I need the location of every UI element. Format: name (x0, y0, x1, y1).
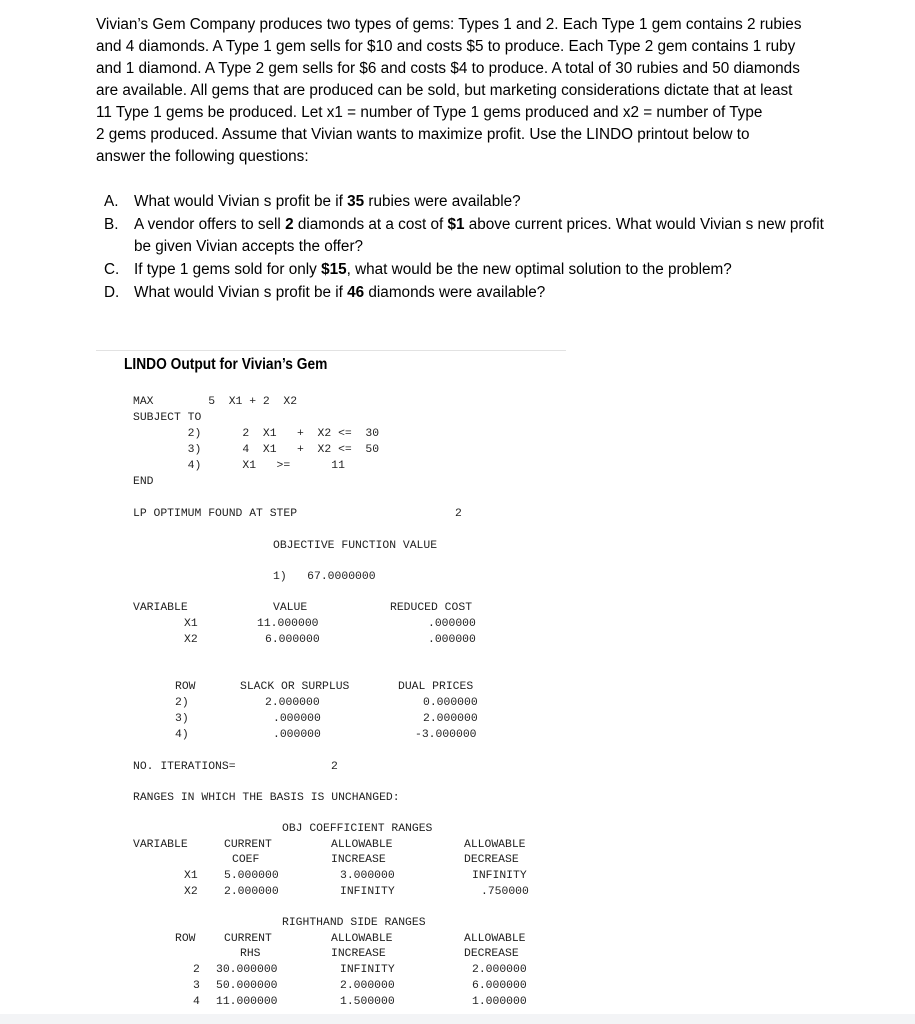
question-letter: B. (104, 216, 119, 233)
problem-statement (96, 14, 876, 168)
obj-current-header-2: COEF (232, 854, 260, 866)
row-number: 4) (175, 729, 189, 741)
value-header: VALUE (273, 602, 308, 614)
slack-value: 2.000000 (265, 697, 320, 709)
rhs-decrease: 6.000000 (472, 980, 527, 992)
obj-current: 5.000000 (224, 870, 279, 882)
question-letter: C. (104, 261, 120, 278)
slack-header: SLACK OR SURPLUS (240, 681, 350, 693)
rhs-increase-header: ALLOWABLE (331, 933, 393, 945)
subject-to-label: SUBJECT TO (133, 412, 202, 424)
rhs-row: 2 (193, 964, 200, 976)
obj-current: 2.000000 (224, 886, 279, 898)
obj-decrease-header-2: DECREASE (464, 854, 519, 866)
rhs-increase-header-2: INCREASE (331, 948, 386, 960)
row-header: ROW (175, 681, 196, 693)
rhs-decrease-header-2: DECREASE (464, 948, 519, 960)
slack-value: .000000 (273, 713, 321, 725)
objective-value: 1) 67.0000000 (273, 571, 376, 583)
obj-increase: INFINITY (340, 886, 395, 898)
variable-name: X1 (184, 618, 198, 630)
variable-name: X2 (184, 634, 198, 646)
question-b: B. A vendor offers to sell 2 diamonds at a cost of $1 above current prices. What would Vivian s new profit be given Vivian accepts the offer? (104, 216, 824, 255)
dual-header: DUAL PRICES (398, 681, 474, 693)
question-c: C. If type 1 gems sold for only $15, what would be the new optimal solution to the problem? (104, 259, 824, 281)
obj-variable-header: VARIABLE (133, 839, 188, 851)
rhs-row: 4 (193, 996, 200, 1008)
reduced-cost-header: REDUCED COST (390, 602, 473, 614)
obj-variable: X1 (184, 870, 198, 882)
variable-header: VARIABLE (133, 602, 188, 614)
reduced-cost: .000000 (428, 634, 476, 646)
slack-value: .000000 (273, 729, 321, 741)
lindo-title: LINDO Output for Vivian’s Gem (124, 356, 328, 373)
objective-line: MAX 5 X1 + 2 X2 (133, 396, 298, 408)
rhs-ranges-title: RIGHTHAND SIDE RANGES (282, 917, 426, 929)
rhs-increase: 2.000000 (340, 980, 395, 992)
objective-value-label: OBJECTIVE FUNCTION VALUE (273, 540, 438, 552)
rhs-increase: 1.500000 (340, 996, 395, 1008)
end-label: END (133, 476, 154, 488)
dual-value: -3.000000 (415, 729, 477, 741)
rhs-decrease: 2.000000 (472, 964, 527, 976)
rhs-decrease-header: ALLOWABLE (464, 933, 526, 945)
obj-decrease: INFINITY (472, 870, 527, 882)
rhs-row-header: ROW (175, 933, 196, 945)
obj-increase-header-2: INCREASE (331, 854, 386, 866)
reduced-cost: .000000 (428, 618, 476, 630)
intro-line: answer the following questions: (96, 148, 309, 165)
question-d: D. What would Vivian s profit be if 46 diamonds were available? (104, 282, 824, 304)
row-number: 2) (175, 697, 189, 709)
intro-line: and 4 diamonds. A Type 1 gem sells for $10 and costs $5 to produce. Each Type 2 gem contains 1 ruby (96, 38, 796, 55)
intro-line: 2 gems produced. Assume that Vivian wants to maximize profit. Use the LINDO printout below to (96, 126, 750, 143)
obj-decrease: .750000 (481, 886, 529, 898)
section-divider (96, 350, 566, 351)
optimum-label: LP OPTIMUM FOUND AT STEP (133, 508, 298, 520)
row-number: 3) (175, 713, 189, 725)
obj-increase-header: ALLOWABLE (331, 839, 393, 851)
intro-line: 11 Type 1 gems be produced. Let x1 = number of Type 1 gems produced and x2 = number of Type (96, 104, 763, 121)
intro-line: are available. All gems that are produced can be sold, but marketing considerations dictate that at least (96, 82, 793, 99)
obj-decrease-header: ALLOWABLE (464, 839, 526, 851)
rhs-current: 50.000000 (216, 980, 278, 992)
rhs-current: 30.000000 (216, 964, 278, 976)
intro-line: and 1 diamond. A Type 2 gem sells for $6 and costs $4 to produce. A total of 30 rubies and 50 diamonds (96, 60, 800, 77)
obj-variable: X2 (184, 886, 198, 898)
rhs-decrease: 1.000000 (472, 996, 527, 1008)
page-footer-band (0, 1014, 915, 1024)
constraint-row: 2) 2 X1 + X2 <= 30 (133, 428, 380, 440)
variable-value: 6.000000 (265, 634, 320, 646)
question-letter: D. (104, 284, 120, 301)
obj-ranges-title: OBJ COEFFICIENT RANGES (282, 823, 433, 835)
rhs-current-header: CURRENT (224, 933, 272, 945)
rhs-increase: INFINITY (340, 964, 395, 976)
dual-value: 0.000000 (423, 697, 478, 709)
obj-increase: 3.000000 (340, 870, 395, 882)
constraint-row: 4) X1 >= 11 (133, 460, 345, 472)
dual-value: 2.000000 (423, 713, 478, 725)
iterations-label: NO. ITERATIONS= (133, 761, 236, 773)
rhs-current-header-2: RHS (240, 948, 261, 960)
variable-value: 11.000000 (257, 618, 319, 630)
iterations-value: 2 (331, 761, 338, 773)
obj-current-header: CURRENT (224, 839, 272, 851)
question-list (104, 191, 824, 305)
constraint-row: 3) 4 X1 + X2 <= 50 (133, 444, 380, 456)
optimum-step: 2 (455, 508, 462, 520)
question-a: A. What would Vivian s profit be if 35 rubies were available? (104, 191, 824, 213)
rhs-row: 3 (193, 980, 200, 992)
intro-line: Vivian’s Gem Company produces two types of gems: Types 1 and 2. Each Type 1 gem contains 2 rubies (96, 16, 802, 33)
question-letter: A. (104, 193, 119, 210)
ranges-label: RANGES IN WHICH THE BASIS IS UNCHANGED: (133, 792, 400, 804)
rhs-current: 11.000000 (216, 996, 278, 1008)
